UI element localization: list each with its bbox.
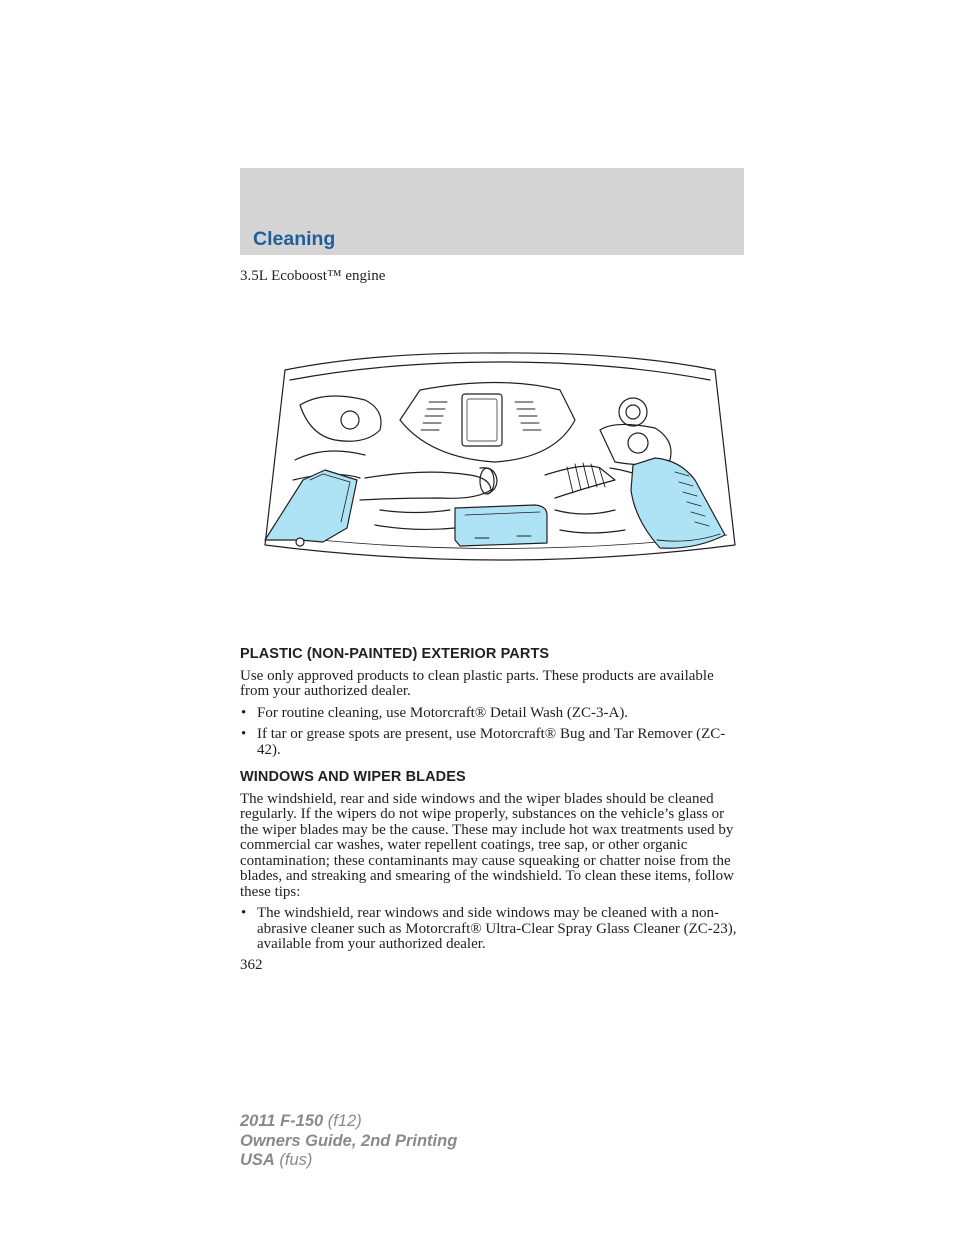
section-heading-windows-wipers: WINDOWS AND WIPER BLADES xyxy=(240,769,466,785)
footer xyxy=(240,1112,457,1171)
footer-model: 2011 F-150 xyxy=(240,1112,324,1130)
page-title: Cleaning xyxy=(253,228,336,250)
footer-model-code: (f12) xyxy=(323,1112,362,1130)
footer-guide: Owners Guide, 2nd Printing xyxy=(240,1131,458,1150)
list-item: • For routine cleaning, use Motorcraft® Detail Wash (ZC-3-A). xyxy=(240,706,744,722)
windows-wipers-paragraph: The windshield, rear and side windows and the wiper blades should be cleaned regularly. If the wipers do not wipe properly, substances on the vehicle’s glass or the wiper blades may be the cause. These may include hot wax treatments used by commercial car washes, water repellent coatings, tree sap, or other organic contamination; these contaminants may cause squeaking or chatter noise from the blades, and streaking and smearing of the windshield. To clean these items, follow these tips: xyxy=(240,790,734,900)
page-number: 362 xyxy=(240,956,263,973)
list-item: • If tar or grease spots are present, use Motorcraft® Bug and Tar Remover (ZC-42). xyxy=(240,727,744,758)
figure-caption: 3.5L Ecoboost™ engine xyxy=(240,268,386,284)
list-item: • The windshield, rear windows and side windows may be cleaned with a non-abrasive cleaner such as Motorcraft® Ultra-Clear Spray Glass Cleaner (ZC-23), available from your authorized dealer. xyxy=(240,906,744,953)
footer-region: USA xyxy=(240,1151,275,1169)
section-heading-plastic-parts: PLASTIC (NON-PAINTED) EXTERIOR PARTS xyxy=(240,646,550,662)
header-bar xyxy=(240,168,744,255)
footer-region-code: (fus) xyxy=(274,1151,313,1169)
plastic-parts-paragraph: Use only approved products to clean plastic parts. These products are available from your authorized dealer. xyxy=(240,667,714,699)
engine-compartment-illustration xyxy=(255,350,745,570)
content-body xyxy=(240,647,744,973)
